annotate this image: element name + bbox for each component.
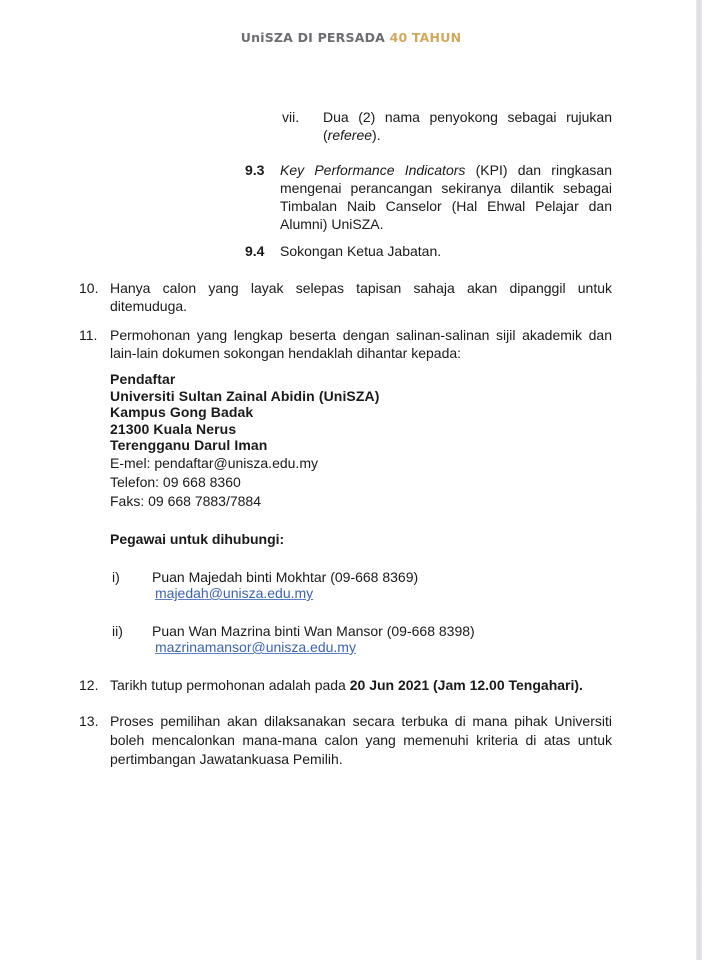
item-text-italic: referee	[327, 127, 373, 143]
header-title-accent: 40 TAHUN	[389, 30, 462, 45]
paren-open: (	[323, 127, 328, 143]
address-line: Terengganu Darul Iman	[110, 437, 268, 453]
address-block	[110, 371, 380, 511]
section-text	[280, 161, 612, 233]
page-header	[0, 30, 702, 45]
page-edge-shadow	[696, 0, 702, 960]
contact-name: Puan Wan Mazrina binti Wan Mansor (09-668 8398)	[152, 623, 475, 639]
item-number: 10.	[79, 280, 99, 296]
address-fax: Faks: 09 668 7883/7884	[110, 492, 262, 509]
item-number: 11.	[79, 327, 98, 343]
section-number: 9.4	[245, 243, 265, 259]
section-text: Sokongan Ketua Jabatan.	[280, 243, 442, 259]
contact-name: Puan Majedah binti Mokhtar (09-668 8369)	[152, 569, 419, 585]
section-text-italic: Key Performance Indicators	[280, 162, 466, 178]
item-text-main: Dua (2) nama penyokong sebagai rujukan	[323, 109, 612, 125]
header-title: UniSZA DI PERSADA	[240, 30, 390, 45]
contact-email-link[interactable]: mazrinamansor@unisza.edu.my	[155, 639, 356, 655]
item-marker: vii.	[282, 109, 300, 125]
item-number: 13.	[79, 713, 99, 729]
section-text-main: (KPI) dan ringkasan mengenai perancangan sekiranya dilantik sebagai Timbalan Naib Canselor (Hal Ehwal Pelajar dan Alumni) UniSZA.	[280, 162, 613, 232]
address-line: Universiti Sultan Zainal Abidin (UniSZA)	[110, 387, 380, 404]
address-line: 21300 Kuala Nerus	[110, 420, 237, 437]
item-text: Permohonan yang lengkap beserta dengan salinan-salinan sijil akademik dan lain-lain dokumen sokongan hendaklah dihantar kepada:	[110, 327, 612, 361]
address-line: Kampus Gong Badak	[110, 404, 254, 420]
item-text	[110, 676, 583, 694]
section-number: 9.3	[245, 162, 265, 178]
paren-close: ).	[372, 127, 381, 143]
address-phone: Telefon: 09 668 8360	[110, 473, 241, 490]
item-text	[323, 108, 612, 144]
item-text: Hanya calon yang layak selepas tapisan sahaja akan dipanggil untuk ditemuduga.	[110, 280, 612, 314]
contact-marker: i)	[112, 569, 120, 585]
contact-email-link[interactable]: majedah@unisza.edu.my	[155, 585, 314, 601]
item-number: 12.	[79, 677, 99, 693]
item-text-main: Tarikh tutup permohonan adalah pada	[110, 677, 350, 693]
address-line: Pendaftar	[110, 371, 176, 387]
contacts-heading: Pegawai untuk dihubungi:	[110, 531, 285, 547]
closing-date: 20 Jun 2021 (Jam 12.00 Tengahari).	[349, 677, 583, 693]
item-text: Proses pemilihan akan dilaksanakan secara terbuka di mana pihak Universiti boleh mencalonkan mana-mana calon yang memenuhi kriteria di atas untuk pertimbangan Jawatankuasa Pemilih.	[110, 713, 612, 767]
address-email: E-mel: pendaftar@unisza.edu.my	[110, 454, 318, 471]
contact-marker: ii)	[112, 623, 123, 639]
